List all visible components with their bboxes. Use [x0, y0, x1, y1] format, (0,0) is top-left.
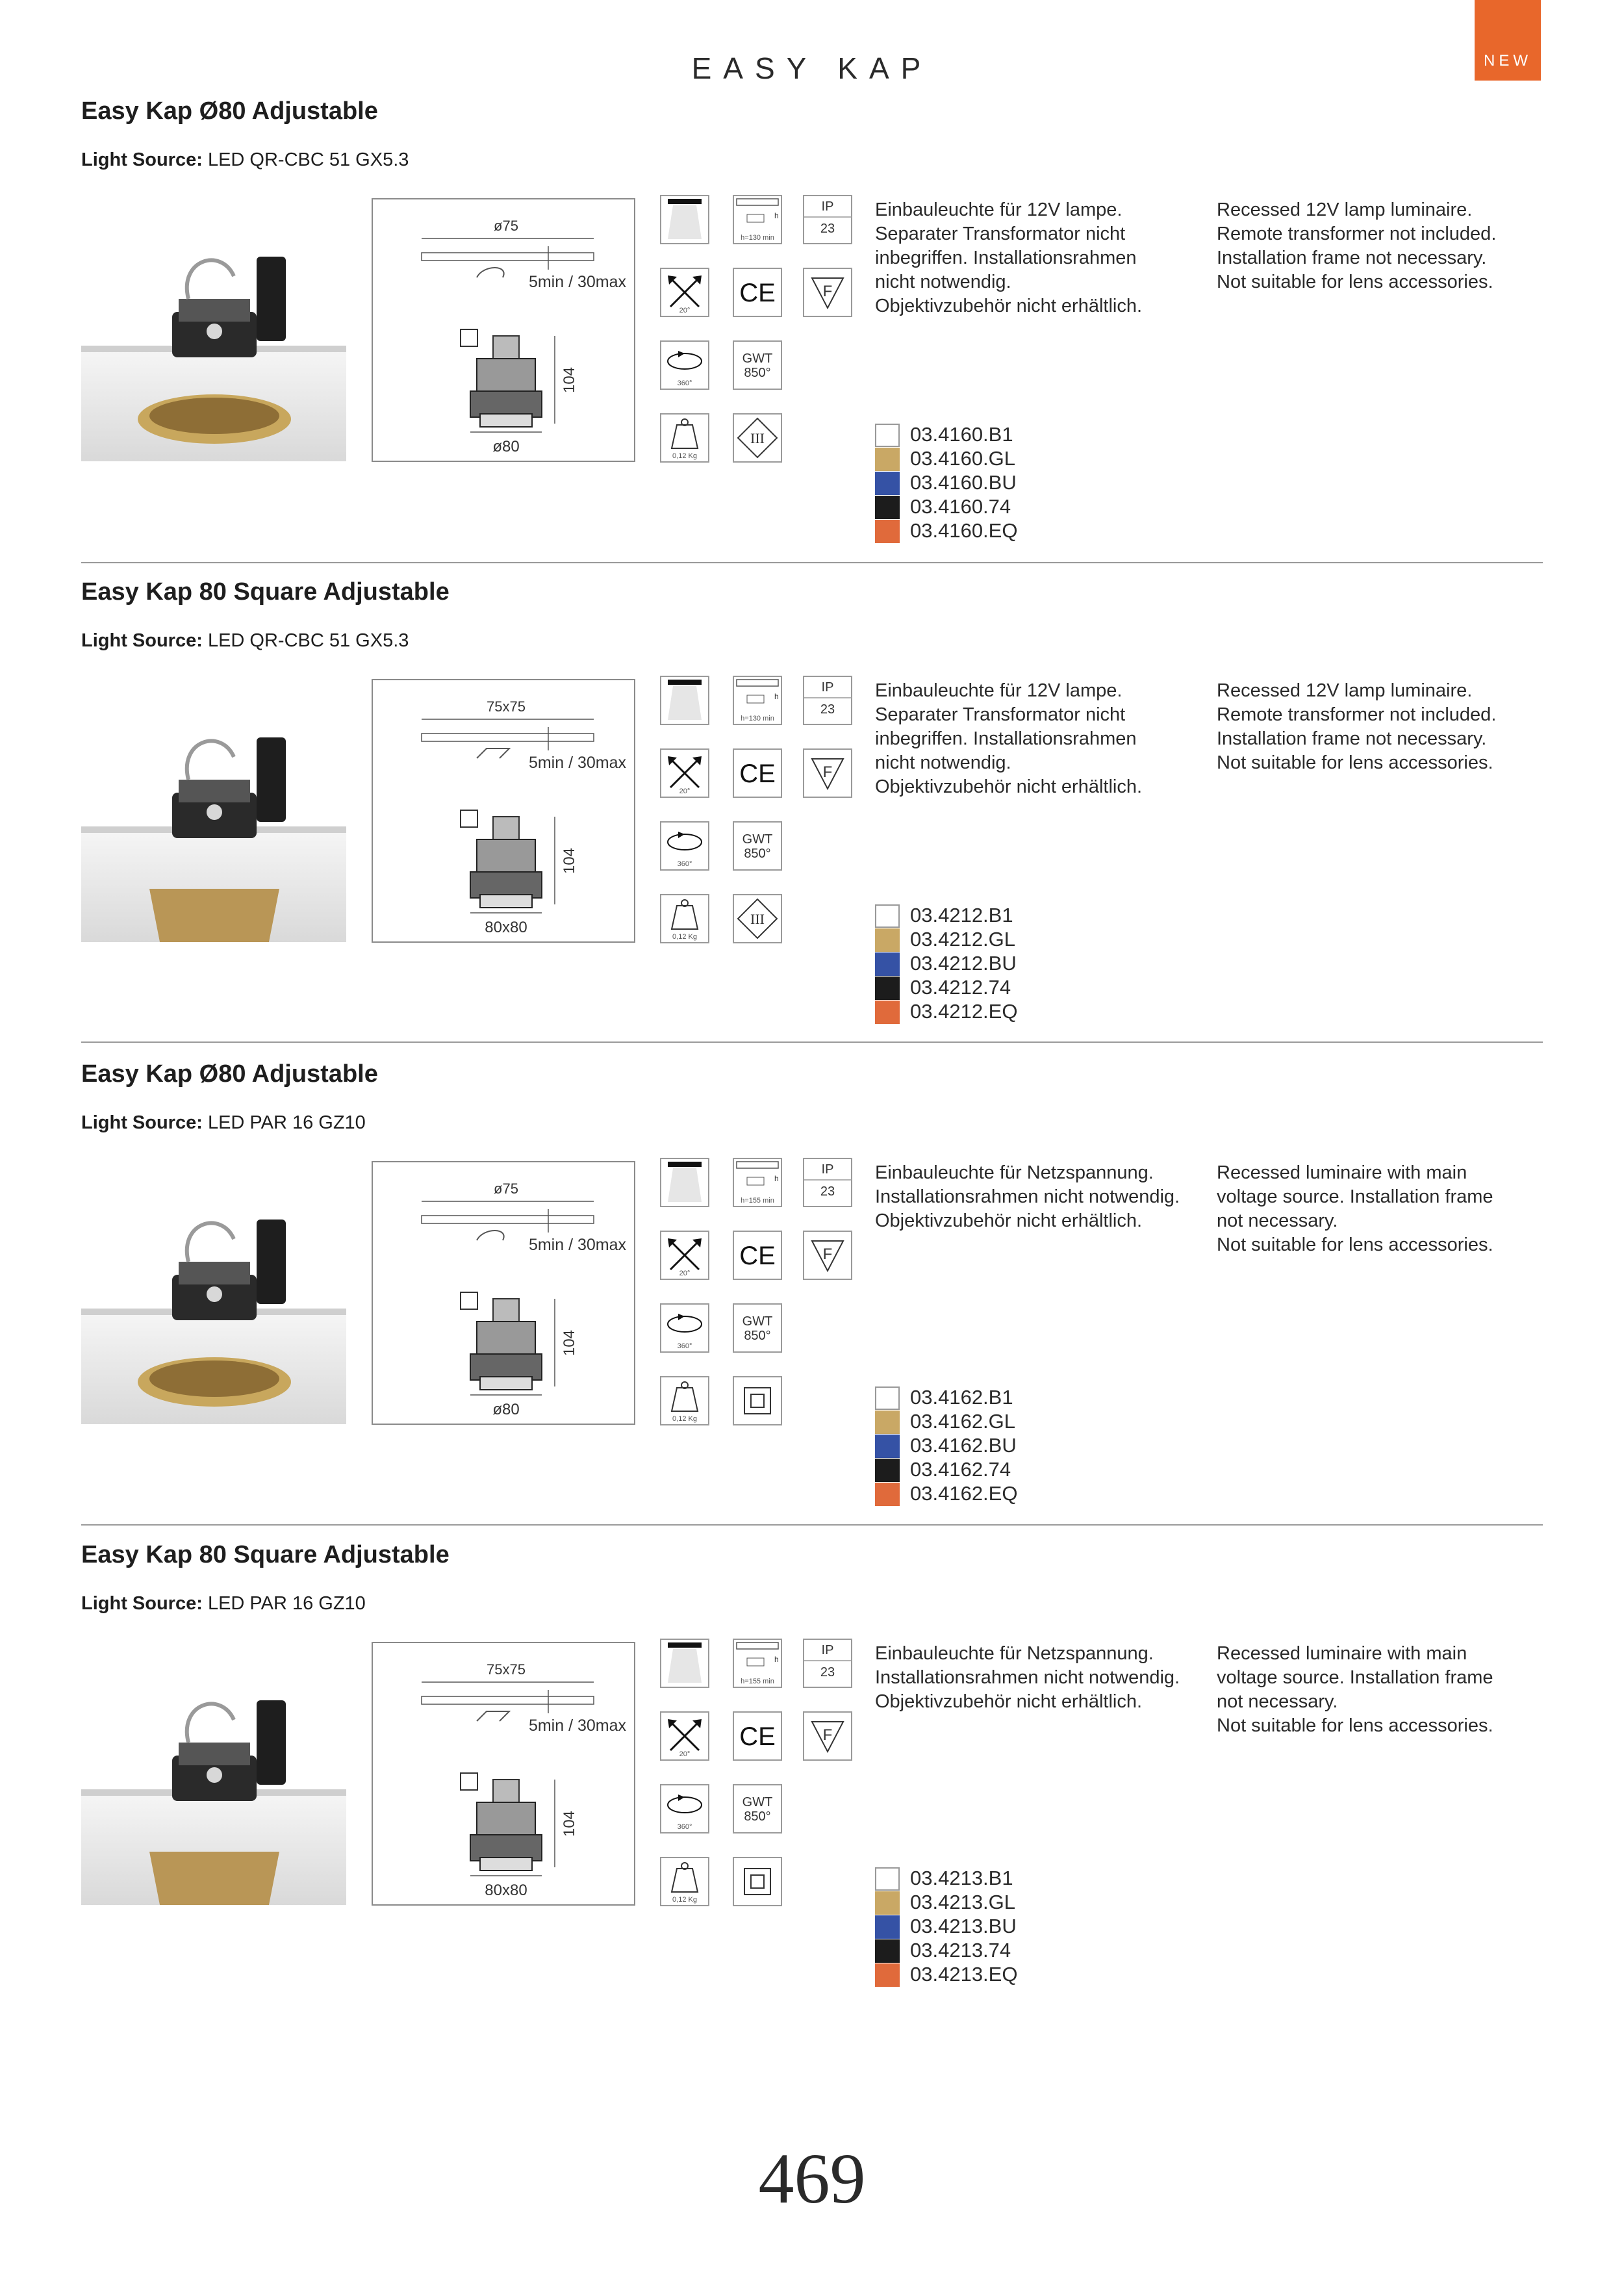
description-line: Separater Transformator nicht [875, 704, 1126, 725]
beam-icon [660, 676, 709, 725]
beam-icon [660, 1639, 709, 1688]
svg-text:5min / 30max: 5min / 30max [528, 1717, 626, 1735]
finish-swatch [875, 520, 900, 543]
tilt-icon-label: 20° [679, 1750, 691, 1758]
ip-rating-icon [803, 1639, 852, 1688]
description-line: Installation frame not necessary. [1217, 728, 1487, 749]
gwt-icon [733, 1784, 782, 1833]
svg-text:III: III [750, 430, 765, 446]
ce-mark-icon [733, 1231, 782, 1280]
description-line: Einbauleuchte für 12V lampe. [875, 199, 1123, 220]
product-title: Easy Kap 80 Square Adjustable [81, 578, 450, 606]
weight-icon-label: 0,12 Kg [672, 933, 697, 941]
svg-text:850°: 850° [744, 366, 771, 380]
svg-text:CE: CE [739, 1722, 776, 1751]
class-iii-icon [733, 894, 782, 943]
weight-icon-label: 0,12 Kg [672, 1415, 697, 1423]
product-code: 03.4212.GL [910, 928, 1016, 951]
product-photo [81, 682, 346, 942]
finish-swatch [875, 1915, 900, 1939]
product-code: 03.4162.GL [910, 1410, 1016, 1433]
product-code: 03.4160.EQ [910, 519, 1018, 542]
finish-swatch [875, 1001, 900, 1024]
description-line: nicht notwendig. [875, 272, 1011, 292]
description-line: inbegriffen. Installationsrahmen [875, 728, 1137, 749]
install-height-icon-label: h=130 min [741, 234, 774, 242]
ip-rating-icon [803, 195, 852, 244]
svg-text:850°: 850° [744, 1329, 771, 1343]
svg-text:23: 23 [820, 1184, 835, 1199]
svg-text:F: F [822, 763, 833, 781]
weight-icon-label: 0,12 Kg [672, 1896, 697, 1904]
finish-swatch [875, 496, 900, 519]
description-english [1217, 1642, 1493, 1738]
svg-text:III: III [750, 911, 765, 927]
svg-text:ø75: ø75 [494, 1181, 518, 1197]
section-divider [81, 562, 1543, 563]
description-line: Recessed luminaire with main [1217, 1162, 1467, 1183]
gwt-icon [733, 340, 782, 390]
description-line: Not suitable for lens accessories. [1217, 752, 1493, 773]
description-line: voltage source. Installation frame [1217, 1186, 1493, 1207]
description-english [1217, 1161, 1493, 1257]
product-title: Easy Kap Ø80 Adjustable [81, 97, 378, 125]
svg-text:ø80: ø80 [492, 438, 520, 455]
rotation-icon-label: 360° [677, 1823, 692, 1831]
description-line: not necessary. [1217, 1691, 1338, 1712]
svg-text:GWT: GWT [742, 832, 773, 847]
finish-swatch [875, 1891, 900, 1915]
description-line: Objektivzubehör nicht erhältlich. [875, 776, 1143, 797]
finish-swatch [875, 1411, 900, 1434]
beam-icon [660, 1158, 709, 1207]
rotation-icon-label: 360° [677, 1342, 692, 1350]
svg-text:GWT: GWT [742, 351, 773, 366]
product-code: 03.4213.74 [910, 1939, 1011, 1961]
description-line: Einbauleuchte für Netzspannung. [875, 1162, 1154, 1183]
finish-swatch [875, 472, 900, 495]
product-code: 03.4160.74 [910, 495, 1011, 518]
technical-drawing [372, 1642, 635, 1906]
light-source-value: LED QR-CBC 51 GX5.3 [202, 630, 409, 651]
svg-text:80x80: 80x80 [485, 919, 527, 936]
svg-text:h: h [774, 1174, 779, 1183]
svg-text:75x75: 75x75 [487, 1661, 526, 1678]
product-title: Easy Kap 80 Square Adjustable [81, 1541, 450, 1568]
technical-drawing [372, 679, 635, 943]
finish-swatch [875, 448, 900, 471]
description-line: Not suitable for lens accessories. [1217, 272, 1493, 292]
description-line: voltage source. Installation frame [1217, 1667, 1493, 1688]
light-source-value: LED PAR 16 GZ10 [202, 1112, 366, 1133]
install-height-icon-label: h=155 min [741, 1197, 774, 1205]
description-line: Installationsrahmen nicht notwendig. [875, 1186, 1180, 1207]
section-divider [81, 1041, 1543, 1043]
f-mark-icon [803, 1711, 852, 1761]
description-line: Recessed luminaire with main [1217, 1643, 1467, 1664]
product-code: 03.4212.74 [910, 976, 1011, 999]
product-code: 03.4212.EQ [910, 1000, 1018, 1023]
product-code: 03.4162.B1 [910, 1386, 1013, 1409]
weight-icon-label: 0,12 Kg [672, 452, 697, 460]
svg-text:CE: CE [739, 760, 776, 788]
description-line: Not suitable for lens accessories. [1217, 1234, 1493, 1255]
svg-text:CE: CE [739, 1242, 776, 1270]
technical-drawing [372, 198, 635, 462]
product-section [0, 1541, 1624, 2022]
light-source-value: LED PAR 16 GZ10 [202, 1593, 366, 1614]
product-code: 03.4162.74 [910, 1458, 1011, 1481]
new-badge: NEW [1475, 0, 1541, 81]
rotation-icon-label: 360° [677, 379, 692, 387]
product-code: 03.4213.GL [910, 1891, 1016, 1913]
finish-swatch [875, 1386, 900, 1410]
svg-text:IP: IP [821, 1162, 834, 1177]
description-line: Installationsrahmen nicht notwendig. [875, 1667, 1180, 1688]
svg-text:104: 104 [561, 1329, 578, 1357]
product-title: Easy Kap Ø80 Adjustable [81, 1060, 378, 1088]
beam-icon [660, 195, 709, 244]
description-german [875, 679, 1142, 799]
description-german [875, 1642, 1180, 1714]
install-height-icon-label: h=155 min [741, 1678, 774, 1685]
svg-text:23: 23 [820, 222, 835, 236]
product-code: 03.4162.EQ [910, 1482, 1018, 1505]
install-height-icon-label: h=130 min [741, 715, 774, 722]
description-line: Remote transformer not included. [1217, 704, 1497, 725]
svg-text:80x80: 80x80 [485, 1882, 527, 1899]
product-section [0, 97, 1624, 578]
description-english [1217, 198, 1496, 294]
ip-rating-icon [803, 676, 852, 725]
svg-text:23: 23 [820, 702, 835, 717]
page-title: EASY KAP [691, 51, 933, 85]
description-line: Objektivzubehör nicht erhältlich. [875, 1210, 1143, 1231]
svg-text:F: F [822, 1726, 833, 1744]
description-german [875, 198, 1142, 318]
svg-text:75x75: 75x75 [487, 698, 526, 715]
description-line: Objektivzubehör nicht erhältlich. [875, 296, 1143, 316]
product-code: 03.4162.BU [910, 1434, 1017, 1457]
light-source [81, 1112, 366, 1134]
light-source [81, 1593, 366, 1615]
light-source-label: Light Source: [81, 149, 203, 170]
class-ii-icon [733, 1376, 782, 1425]
finish-swatch [875, 1435, 900, 1458]
svg-text:h: h [774, 1655, 779, 1664]
product-code: 03.4213.BU [910, 1915, 1017, 1937]
ce-mark-icon [733, 268, 782, 317]
f-mark-icon [803, 748, 852, 798]
description-german [875, 1161, 1180, 1233]
svg-text:850°: 850° [744, 847, 771, 861]
svg-text:104: 104 [561, 366, 578, 394]
light-source [81, 630, 409, 652]
description-english [1217, 679, 1496, 775]
svg-text:104: 104 [561, 1810, 578, 1837]
description-line: not necessary. [1217, 1210, 1338, 1231]
svg-text:ø75: ø75 [494, 218, 518, 234]
product-code: 03.4213.EQ [910, 1963, 1018, 1986]
product-section [0, 1060, 1624, 1541]
ce-mark-icon [733, 1711, 782, 1761]
gwt-icon [733, 821, 782, 871]
svg-text:5min / 30max: 5min / 30max [528, 273, 626, 291]
light-source-label: Light Source: [81, 1112, 203, 1133]
description-line: Einbauleuchte für 12V lampe. [875, 680, 1123, 701]
light-source [81, 149, 409, 171]
svg-text:IP: IP [821, 680, 834, 695]
svg-text:h: h [774, 211, 779, 220]
product-photo [81, 1164, 346, 1424]
page-number: 469 [758, 2139, 866, 2218]
gwt-icon [733, 1303, 782, 1353]
product-code: 03.4213.B1 [910, 1867, 1013, 1889]
description-line: Objektivzubehör nicht erhältlich. [875, 1691, 1143, 1712]
svg-text:850°: 850° [744, 1809, 771, 1824]
svg-text:F: F [822, 283, 833, 300]
finish-swatch [875, 1963, 900, 1987]
f-mark-icon [803, 268, 852, 317]
tilt-icon-label: 20° [679, 787, 691, 795]
svg-text:23: 23 [820, 1665, 835, 1680]
ce-mark-icon [733, 748, 782, 798]
finish-swatch [875, 977, 900, 1000]
light-source-value: LED QR-CBC 51 GX5.3 [202, 149, 409, 170]
product-code: 03.4212.BU [910, 952, 1017, 975]
finish-swatch [875, 424, 900, 447]
svg-text:CE: CE [739, 279, 776, 307]
svg-text:ø80: ø80 [492, 1401, 520, 1418]
svg-text:F: F [822, 1246, 833, 1263]
description-line: Einbauleuchte für Netzspannung. [875, 1643, 1154, 1664]
description-line: nicht notwendig. [875, 752, 1011, 773]
light-source-label: Light Source: [81, 630, 203, 651]
technical-drawing [372, 1161, 635, 1425]
finish-swatch [875, 1459, 900, 1482]
finish-swatch [875, 1939, 900, 1963]
description-line: Recessed 12V lamp luminaire. [1217, 680, 1473, 701]
description-line: Separater Transformator nicht [875, 224, 1126, 244]
product-code: 03.4212.B1 [910, 904, 1013, 926]
finish-swatch [875, 952, 900, 976]
product-section [0, 578, 1624, 1059]
description-line: Recessed 12V lamp luminaire. [1217, 199, 1473, 220]
description-line: inbegriffen. Installationsrahmen [875, 248, 1137, 268]
svg-text:104: 104 [561, 847, 578, 875]
tilt-icon-label: 20° [679, 1270, 691, 1277]
svg-text:5min / 30max: 5min / 30max [528, 1236, 626, 1254]
finish-swatch [875, 928, 900, 952]
product-photo [81, 1645, 346, 1905]
ip-rating-icon [803, 1158, 852, 1207]
svg-text:GWT: GWT [742, 1795, 773, 1809]
light-source-label: Light Source: [81, 1593, 203, 1614]
svg-text:IP: IP [821, 199, 834, 214]
product-code: 03.4160.B1 [910, 423, 1013, 446]
description-line: Not suitable for lens accessories. [1217, 1715, 1493, 1736]
svg-text:5min / 30max: 5min / 30max [528, 754, 626, 772]
finish-swatch [875, 1483, 900, 1506]
finish-swatch [875, 904, 900, 928]
class-ii-icon [733, 1857, 782, 1906]
product-photo [81, 201, 346, 461]
svg-text:IP: IP [821, 1643, 834, 1657]
product-code: 03.4160.GL [910, 447, 1016, 470]
finish-swatch [875, 1867, 900, 1891]
rotation-icon-label: 360° [677, 860, 692, 868]
description-line: Installation frame not necessary. [1217, 248, 1487, 268]
class-iii-icon [733, 413, 782, 463]
section-divider [81, 1524, 1543, 1526]
product-code: 03.4160.BU [910, 471, 1017, 494]
tilt-icon-label: 20° [679, 307, 691, 314]
svg-text:GWT: GWT [742, 1314, 773, 1329]
svg-text:h: h [774, 692, 779, 701]
f-mark-icon [803, 1231, 852, 1280]
description-line: Remote transformer not included. [1217, 224, 1497, 244]
